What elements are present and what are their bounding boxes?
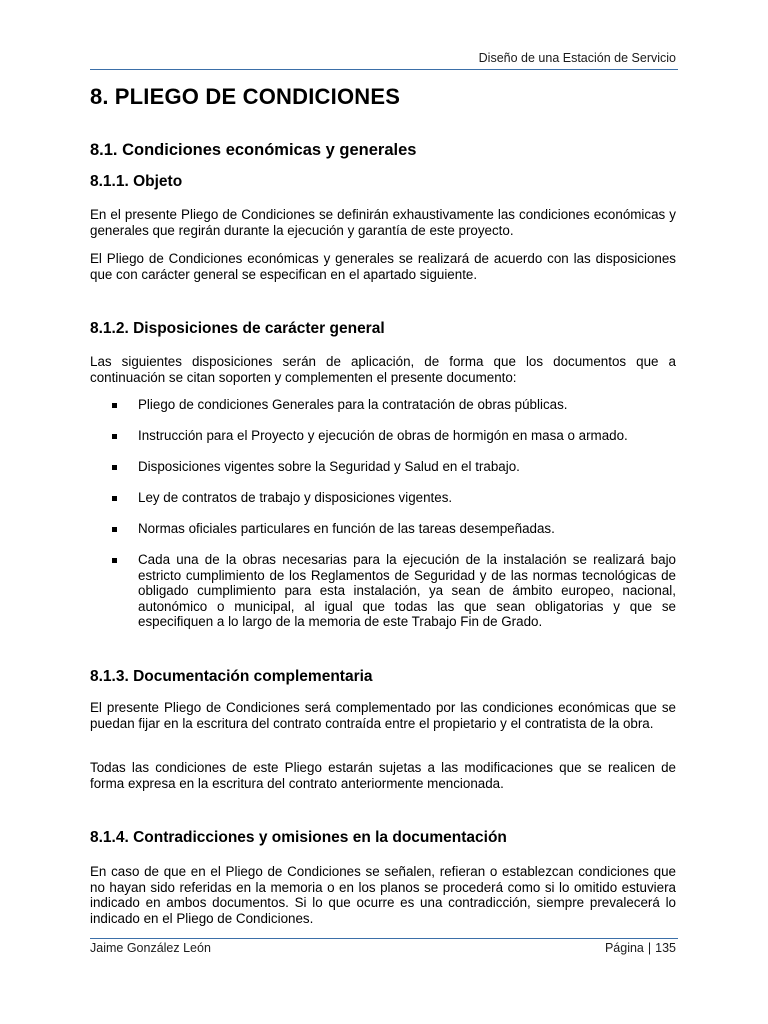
bullet-square-icon	[112, 558, 117, 563]
section-heading-8-1: 8.1. Condiciones económicas y generales	[90, 141, 417, 159]
bullet-square-icon	[112, 496, 117, 501]
bullet-square-icon	[112, 465, 117, 470]
subsection-heading-8-1-1: 8.1.1. Objeto	[90, 173, 183, 190]
chapter-number: 8.	[90, 84, 109, 109]
footer-page	[605, 941, 676, 955]
paragraph-objeto-2: El Pliego de Condiciones económicas y generales se realizará de acuerdo con las disposiciones que con carácter general se especifican en el apartado siguiente.	[90, 251, 676, 282]
document-page: Diseño de una Estación de Servicio 8. PLIEGO DE CONDICIONES 8.1. Condiciones económicas y generales 8.1.1. Objeto En el presente Pliego de Condiciones se definirán exhaustivamente las condiciones económicas y generales que regirán durante la ejecución y garantía de este proyecto. El Pliego de Condiciones económicas y generales se realizará de acuerdo con las disposiciones que con carácter general se especifican en el apartado siguiente. 8.1.2. Disposiciones de carácter general Las siguientes disposiciones serán de aplicación, de forma que los documentos que a continuación se citan soporten y complementen el presente documento: Pliego de condiciones Generales para la contratación de obras públicas. Instrucción para el Proyecto y ejecución de obras de hormigón en masa o armado. Disposiciones vigentes sobre la Seguridad y Salud en el trabajo. Ley de contratos de trabajo y disposiciones vigentes. Normas oficiales particulares en función de las tareas desempeñadas. Cada una de la obras necesarias para la ejecución de la instalación se realizará bajo estricto cumplimiento de los Reglamentos de Seguridad y de las normas tecnológicas de obligado cumplimiento para esta instalación, ya sean de ámbito europeo, nacional, autonómico o municipal, al igual que todas las que sean obligatorias y que se especifiquen a lo largo de la memoria de este Trabajo Fin de Grado. 8.1.3. Documentación complementaria El presente Pliego de Condiciones será complementado por las condiciones económicas que se puedan fijar en la escritura del contrato contraída entre el propietario y el contratista de la obra. Todas las condiciones de este Pliego estarán sujetas a las modificaciones que se realicen de forma expresa en la escritura del contrato anteriormente mencionada. 8.1.4. Contradicciones y omisiones en la documentación En caso de que en el Pliego de Condiciones se señalen, refieran o establezcan condiciones que no hayan sido referidas en la memoria o en los planos se procederá como si lo omitido estuviera indicado en ambos documentos. Si lo que ocurre es una contradicción, siempre prevalecerá lo indicado en el Pliego de Condiciones. Jaime González León Página | 135	[90, 51, 676, 955]
paragraph-disposiciones-intro: Las siguientes disposiciones serán de aplicación, de forma que los documentos que a continuación se citan soporten y complementen el presente documento:	[90, 354, 676, 385]
page-number: 135	[655, 941, 676, 955]
bullet-square-icon	[112, 403, 117, 408]
bullet-square-icon	[112, 527, 117, 532]
chapter-title-text: PLIEGO DE CONDICIONES	[114, 84, 401, 109]
subsection-heading-8-1-3: 8.1.3. Documentación complementaria	[90, 668, 373, 685]
paragraph-contradicciones: En caso de que en el Pliego de Condiciones se señalen, refieran o establezcan condiciones que no hayan sido referidas en la memoria o en los planos se procederá como si lo omitido estuviera indicado en ambos documentos. Si lo que ocurre es una contradicción, siempre prevalecerá lo indicado en el Pliego de Condiciones.	[90, 864, 676, 926]
running-header: Diseño de una Estación de Servicio	[478, 51, 676, 65]
paragraph-objeto-1: En el presente Pliego de Condiciones se definirán exhaustivamente las condiciones económicas y generales que regirán durante la ejecución y garantía de este proyecto.	[90, 207, 676, 238]
subsection-heading-8-1-4: 8.1.4. Contradicciones y omisiones en la documentación	[90, 829, 507, 846]
paragraph-documentacion-1: El presente Pliego de Condiciones será complementado por las condiciones económicas que se puedan fijar en la escritura del contrato contraída entre el propietario y el contratista de la obra.	[90, 700, 676, 731]
header-rule	[90, 69, 678, 70]
footer-rule	[90, 938, 678, 939]
chapter-title	[90, 84, 400, 110]
paragraph-documentacion-2: Todas las condiciones de este Pliego estarán sujetas a las modificaciones que se realicen de forma expresa en la escritura del contrato anteriormente mencionada.	[90, 760, 676, 791]
page-label: Página	[604, 941, 644, 955]
bullet-square-icon	[112, 434, 117, 439]
page-separator: |	[647, 941, 652, 955]
footer-author: Jaime González León	[90, 941, 211, 955]
subsection-heading-8-1-2: 8.1.2. Disposiciones de carácter general	[90, 320, 385, 337]
